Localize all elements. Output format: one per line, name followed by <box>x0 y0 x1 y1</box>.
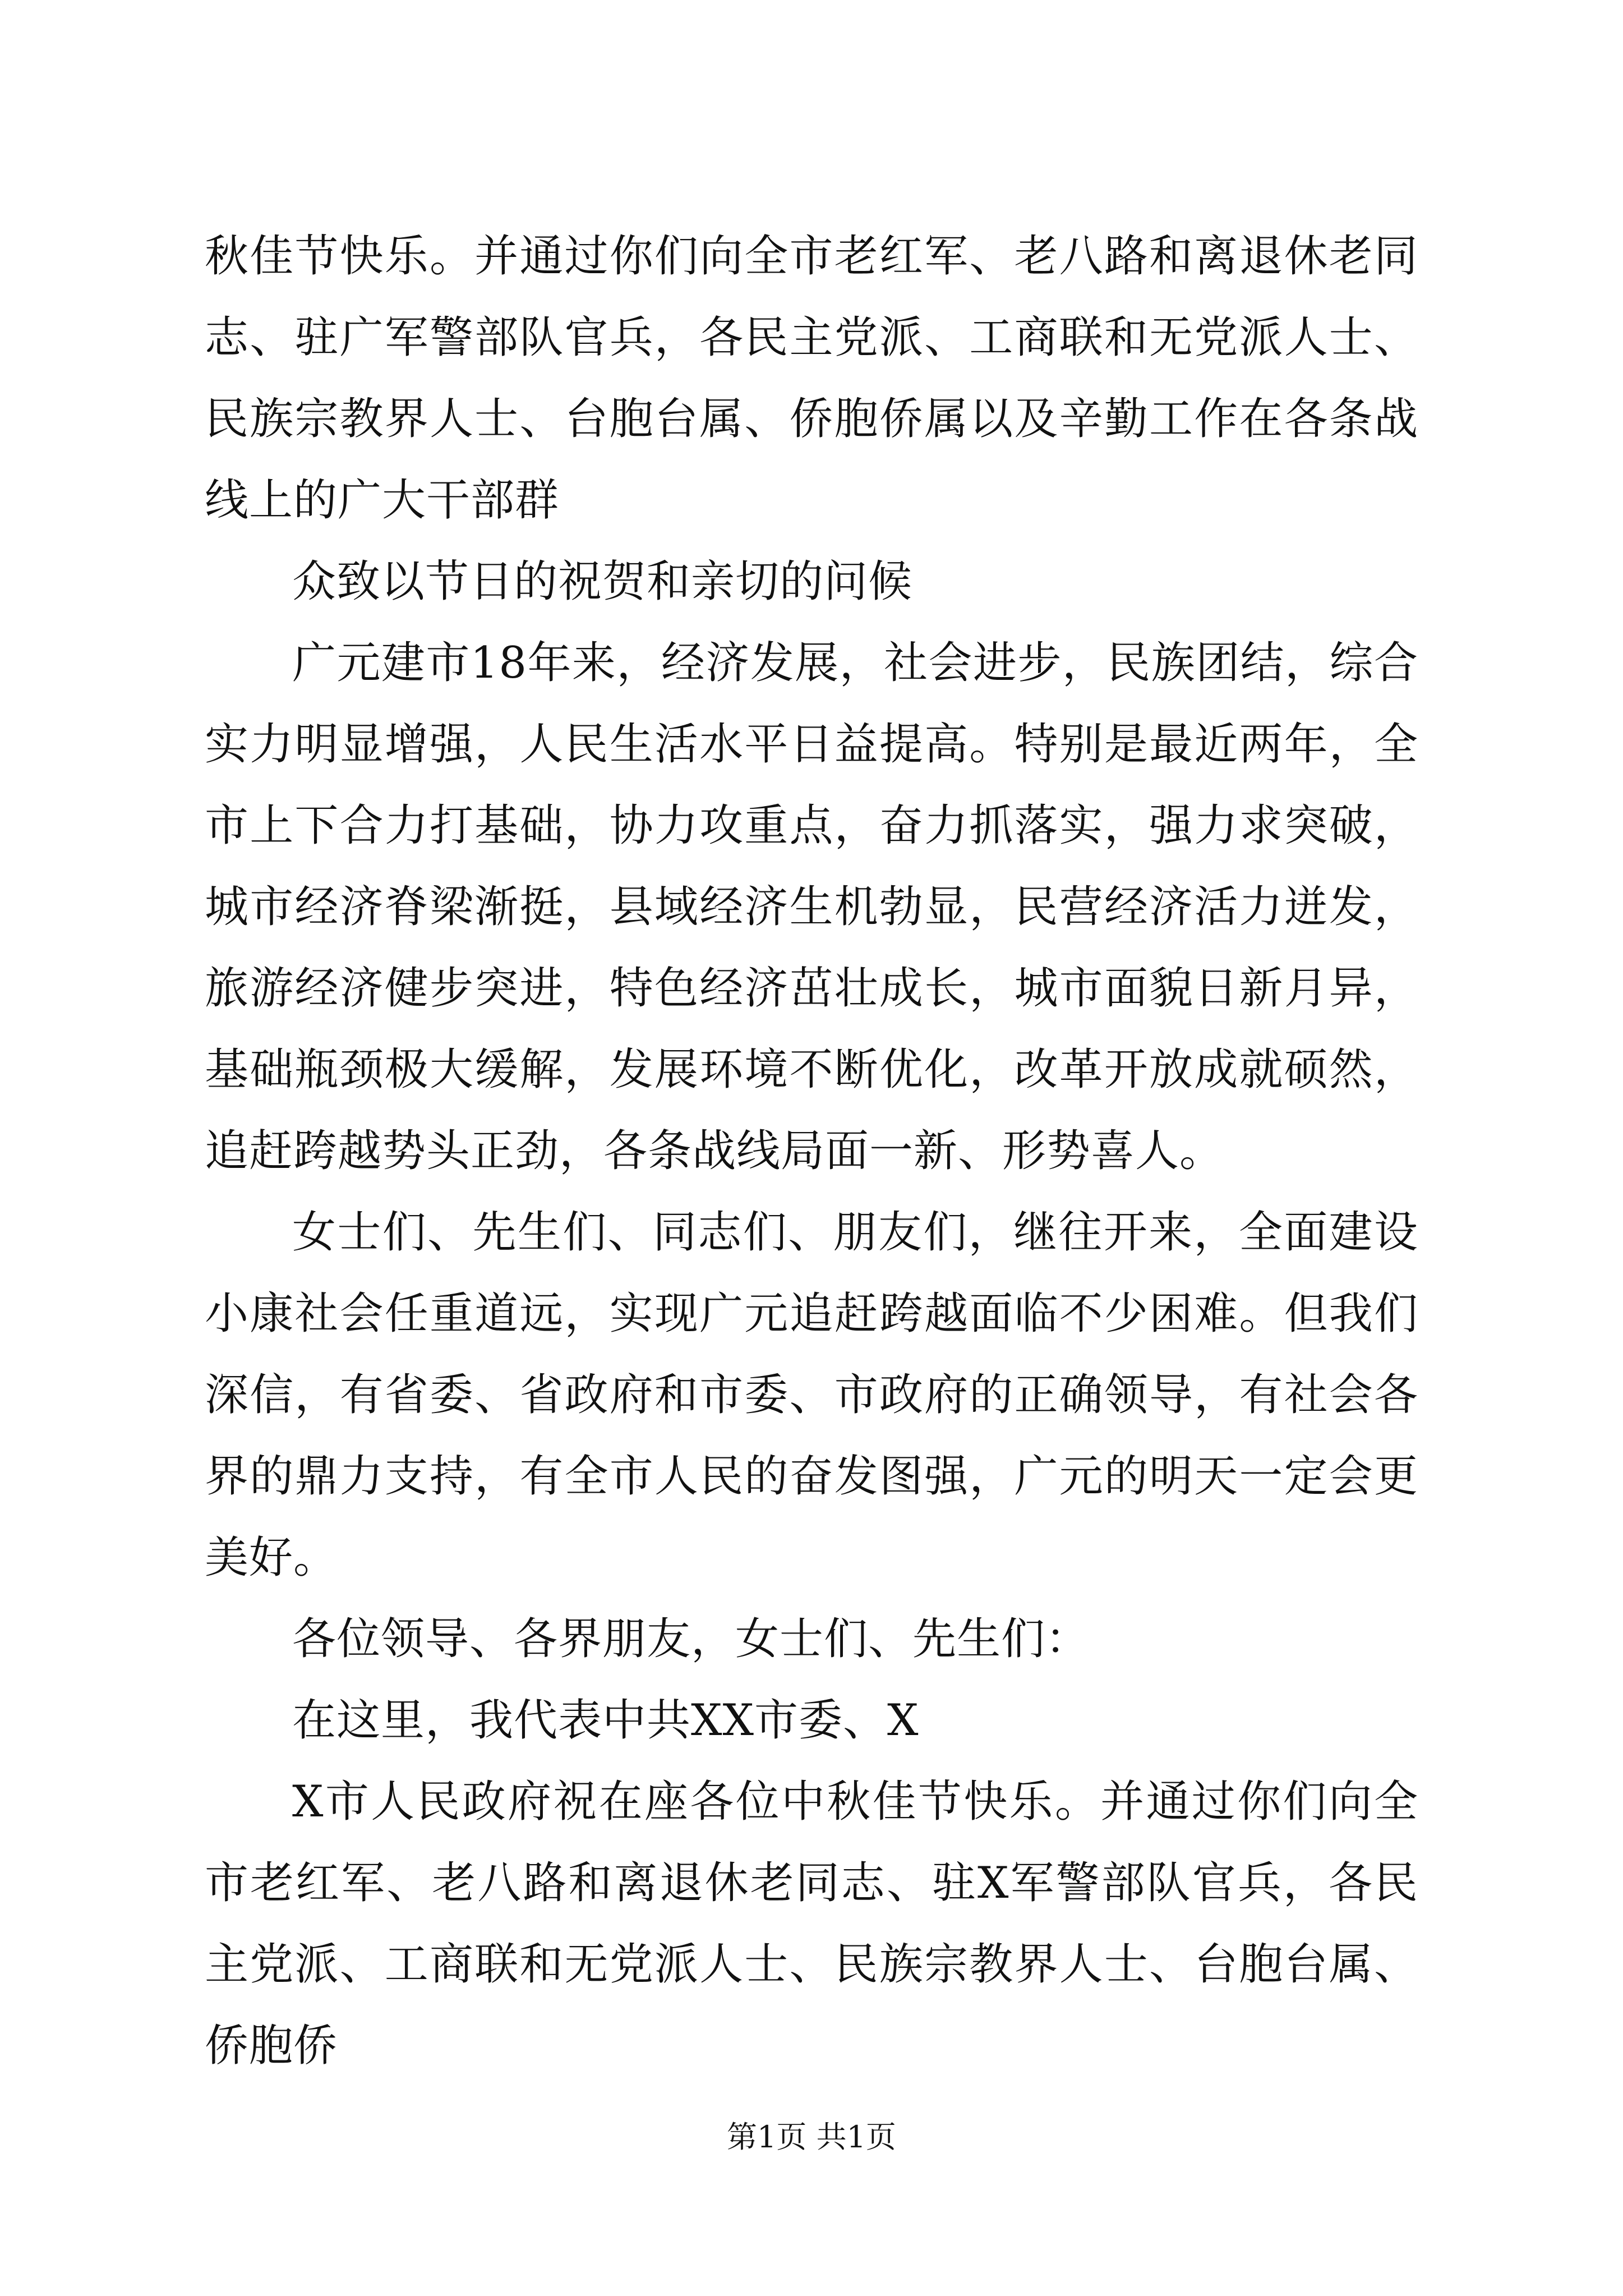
paragraph: 在这里，我代表中共XX市委、X <box>292 1695 919 1746</box>
paragraph: 广元建市18年来，经济发展，社会进步，民族团结，综合实力明显增强，人民生活水平日益提高。特别是最近两年，全市上下合力打基础，协力攻重点，奋力抓落实，强力求突破，城市经济脊梁渐挺，县域经济生机勃显，民营经济活力迸发，旅游经济健步突进，特色经济茁壮成长，城市面貌日新月异，基础瓶颈极大缓解，发展环境不断优化，改革开放成就硕然，追赶跨越势头正劲，各条战线局面一新、形势喜人。 <box>205 638 1418 1176</box>
paragraph: X市人民政府祝在座各位中秋佳节快乐。并通过你们向全市老红军、老八路和离退休老同志、驻X军警部队官兵，各民主党派、工商联和无党派人士、民族宗教界人士、台胞台属、侨胞侨 <box>205 1777 1418 2071</box>
document-body <box>205 216 1418 2087</box>
paragraph: 女士们、先生们、同志们、朋友们，继往开来，全面建设小康社会任重道远，实现广元追赶跨越面临不少困难。但我们深信，有省委、省政府和市委、市政府的正确领导，有社会各界的鼎力支持，有全市人民的奋发图强，广元的明天一定会更美好。 <box>205 1207 1418 1583</box>
paragraph: 秋佳节快乐。并通过你们向全市老红军、老八路和离退休老同志、驻广军警部队官兵，各民主党派、工商联和无党派人士、民族宗教界人士、台胞台属、侨胞侨属以及辛勤工作在各条战线上的广大干部群 <box>205 231 1418 526</box>
paragraph: 众致以节日的祝贺和亲切的问候 <box>292 556 913 607</box>
paragraph: 各位领导、各界朋友，女士们、先生们： <box>292 1614 1090 1664</box>
page-number-footer: 第1页 共1页 <box>727 2119 896 2155</box>
